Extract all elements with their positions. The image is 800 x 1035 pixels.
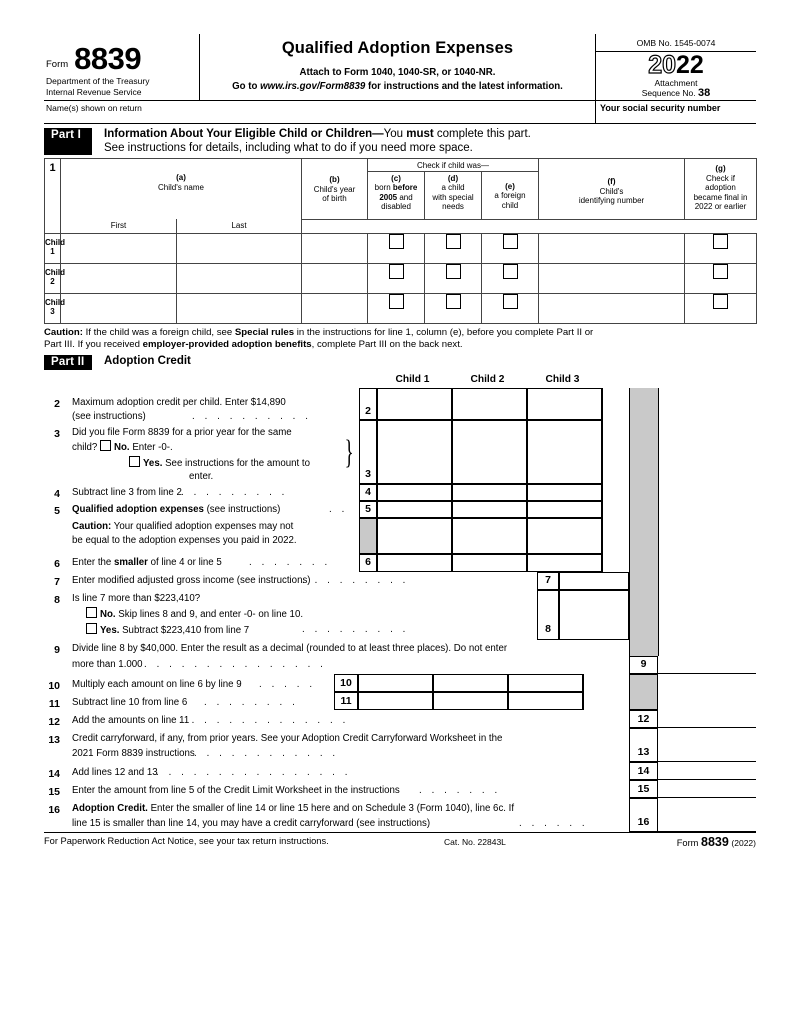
child3-first-name-input[interactable] [61, 293, 177, 323]
col-c-l3: disabled [381, 202, 411, 212]
child2-disabled-checkbox[interactable] [389, 264, 404, 279]
line-15-box-number: 15 [637, 782, 650, 795]
child1-foreign-checkbox[interactable] [503, 234, 518, 249]
line-5-box-number: 5 [365, 502, 371, 515]
part1-heading [92, 128, 531, 155]
masthead-center [200, 34, 596, 100]
line-6-number: 6 [54, 557, 60, 570]
line-5-caution-1 [72, 520, 372, 533]
col-a-last-label: Last [231, 221, 247, 231]
ssn-label: Your social security number [600, 103, 721, 113]
footer-form-number: 8839 [701, 834, 729, 849]
line-5b-child2-input[interactable] [452, 518, 527, 554]
child1-identifying-number-input[interactable] [539, 233, 685, 263]
col-b-letter: (b) [329, 175, 340, 184]
line-16-text-1 [72, 802, 652, 815]
line-16-t1: Enter the smaller of line 14 or line 15 here and on Schedule 3 (Form 1040), line 6c. If [147, 802, 515, 814]
line-4-child3-input[interactable] [527, 484, 602, 501]
paperwork-notice: For Paperwork Reduction Act Notice, see your tax return instructions. [44, 835, 329, 846]
part2-col-child1: Child 1 [395, 373, 430, 385]
table-row [45, 263, 757, 293]
col-c-l2b: and [397, 192, 413, 202]
line-3-no-text: Enter -0-. [129, 441, 173, 453]
names-shown-label: Name(s) shown on return [46, 103, 142, 113]
line-9-number: 9 [54, 643, 60, 656]
line-8-yes-text: Subtract $223,410 from line 7 [119, 624, 250, 636]
part1-subtitle: See instructions for details, including what to do if you need more space. [104, 141, 473, 154]
line-11-text: Subtract line 10 from line 6 [72, 696, 188, 708]
part1-tag: Part I [44, 128, 92, 155]
col-g-line3: became final in [693, 192, 748, 202]
line-9-decimal-input[interactable] [658, 656, 756, 674]
line-2-text-2: (see instructions) [72, 410, 146, 422]
omb-number: OMB No. 1545-0074 [596, 34, 756, 52]
child3-col-g-cell [685, 293, 757, 323]
line-5-leaders: . . [329, 503, 348, 515]
line-6-child2-input[interactable] [452, 554, 527, 572]
child1-col-e-cell [482, 233, 539, 263]
line-3-child-label: child? [72, 441, 98, 453]
child2-last-name-input[interactable] [177, 263, 302, 293]
col-g-line1: Check if [706, 173, 735, 183]
line-10-child2-input[interactable] [433, 674, 508, 692]
line-5-number: 5 [54, 504, 60, 517]
col-g-line4: 2022 or earlier [694, 202, 747, 212]
line-2-child2-input[interactable] [452, 388, 527, 420]
line-16-bold: Adoption Credit. [72, 802, 148, 814]
part1-title-reg1: You [383, 128, 407, 140]
col-e-letter: (e) [505, 181, 515, 191]
part1-caution [44, 327, 756, 352]
col-b-line1: Child's year [313, 184, 356, 194]
child1-label-cell [45, 233, 65, 263]
footer-form-year: (2022) [731, 837, 756, 848]
names-shown-field[interactable] [44, 101, 596, 123]
line-7-amount-input[interactable] [559, 572, 629, 590]
line-11-child3-input[interactable] [508, 692, 583, 710]
line-3-yes-text: See instructions for the amount to [162, 457, 310, 469]
line-8-no-text: Skip lines 8 and 9, and enter -0- on line 10. [115, 608, 304, 620]
col-a-first-label: First [110, 221, 127, 231]
col-a-first-label-cell [61, 219, 177, 233]
table-row [45, 233, 757, 263]
line-4-text: Subtract line 3 from line 2 [72, 486, 182, 498]
child3-final-checkbox[interactable] [713, 294, 728, 309]
col-a-letter: (a) [176, 173, 186, 182]
line-16-text-2: line 15 is smaller than line 14, you may have a credit carryforward (see instructions) [72, 817, 431, 829]
child1-disabled-checkbox[interactable] [389, 234, 404, 249]
child3-label-l1: Child [45, 297, 65, 307]
shaded-band [629, 388, 658, 674]
line-3-text-2 [72, 440, 173, 454]
attach-to-line: Attach to Form 1040, 1040-SR, or 1040-NR. [299, 67, 496, 78]
part2-title: Adoption Credit [104, 354, 191, 367]
line-11-number: 11 [48, 697, 60, 710]
line-13-text-1: Credit carryforward, if any, from prior years. See your Adoption Credit Carryforward Worksheet in the [72, 732, 503, 744]
line-7-number: 7 [54, 575, 60, 588]
line-2-number: 2 [54, 397, 60, 410]
line-6-text [72, 556, 222, 569]
line-6-child1-input[interactable] [377, 554, 452, 572]
child3-identifying-number-input[interactable] [539, 293, 685, 323]
col-c-letter: (c) [391, 173, 401, 183]
col-d-header [425, 171, 482, 219]
col-c-before: before [392, 183, 418, 193]
line-15-amount-input[interactable] [658, 780, 756, 798]
masthead-right [596, 34, 756, 100]
child3-birth-year-input[interactable] [302, 293, 368, 323]
col-f-header [539, 159, 685, 220]
col-d-l2: with special [432, 192, 474, 202]
part1-line-number: 1 [49, 162, 56, 174]
line-15-number: 15 [48, 785, 60, 798]
caution-seg2: in the instructions for line 1, column (e), before you complete Part II or [294, 326, 594, 338]
line-6-child3-input[interactable] [527, 554, 602, 572]
line-13-box-number: 13 [637, 745, 650, 758]
line-7-text: Enter modified adjusted gross income (see instructions) [72, 574, 311, 586]
child1-first-name-input[interactable] [61, 233, 177, 263]
line-4-box-number: 4 [365, 485, 371, 498]
col-c-l1a: born [374, 183, 393, 193]
part1-title-dash: — [372, 128, 384, 140]
line-9-text-1: Divide line 8 by $40,000. Enter the result as a decimal (rounded to at least three places). Do not enter [72, 642, 508, 654]
line-10-box-number: 10 [340, 676, 352, 689]
child1-label-l2: 1 [50, 247, 55, 257]
line-14-amount-input[interactable] [658, 762, 756, 780]
line-3-text-1: Did you file Form 8839 for a prior year for the same [72, 426, 292, 438]
part2-tag: Part II [44, 355, 92, 370]
line-15-text: Enter the amount from line 5 of the Credit Limit Worksheet in the instructions [72, 784, 400, 796]
part1-title-bold: Information About Your Eligible Child or Children [104, 128, 373, 140]
line-11-leaders: . . . . . . . . [204, 696, 299, 708]
line-6-box-number: 6 [365, 555, 371, 568]
col-e-header [482, 171, 539, 219]
form-number: 8839 [74, 41, 142, 76]
line-3-brace: } [344, 433, 354, 471]
line-16-leaders: . . . . . . [519, 817, 589, 829]
line-10-shaded [629, 674, 658, 710]
footer-rule [44, 832, 756, 833]
line-3-number: 3 [54, 427, 60, 440]
line-8-no-label: No. [100, 608, 116, 620]
line-14-number: 14 [48, 767, 60, 780]
line-3-child1-input[interactable] [377, 420, 452, 484]
child2-label-cell [45, 263, 65, 293]
line-6-t2: of line 4 or line 5 [147, 556, 222, 568]
line-12-text: Add the amounts on line 11 [72, 714, 190, 726]
irs-url[interactable]: www.irs.gov/Form8839 [260, 81, 366, 92]
line-10-child3-input[interactable] [508, 674, 583, 692]
part2-col-child2: Child 2 [470, 373, 505, 385]
line-8-no-row [86, 607, 303, 621]
line-3-text-3 [129, 456, 310, 470]
line-5b-child1-input[interactable] [377, 518, 452, 554]
line-7-leaders: . . . . . . . . . [302, 574, 409, 586]
line-4-child2-input[interactable] [452, 484, 527, 501]
name-ssn-row [44, 101, 756, 124]
attachment-label-2: Sequence No. [641, 88, 696, 98]
line-8-yes-row [86, 623, 249, 637]
child2-col-d-cell [425, 263, 482, 293]
footer-form-id [677, 835, 756, 849]
col-b-line2: of birth [322, 194, 347, 204]
child2-col-c-cell [368, 263, 425, 293]
line-5-child2-input[interactable] [452, 501, 527, 518]
form-word-label: Form [46, 59, 69, 70]
line-5-caution-2: be equal to the adoption expenses you paid in 2022. [72, 534, 297, 546]
col-a-header [61, 159, 302, 220]
attachment-sequence [596, 78, 756, 100]
tax-year-century: 20 [648, 51, 676, 79]
line-8-leaders: . . . . . . . . . [302, 623, 409, 635]
line-5b-child3-input[interactable] [527, 518, 602, 554]
line-6-smaller: smaller [114, 556, 148, 568]
child3-label-l2: 3 [50, 307, 55, 317]
line-15-leaders: . . . . . . . [419, 784, 501, 796]
line-10-number: 10 [48, 679, 60, 692]
part2-col-child3: Child 3 [545, 373, 580, 385]
child2-col-e-cell [482, 263, 539, 293]
line-3-no-checkbox[interactable] [100, 440, 111, 451]
col-g-line2: adoption [705, 183, 736, 193]
ssn-field[interactable] [596, 101, 756, 123]
line-10-child1-input[interactable] [358, 674, 433, 692]
line-12-box-number: 12 [637, 712, 650, 725]
line-8-box-number: 8 [545, 622, 551, 635]
line-3-no-label: No. [114, 441, 130, 453]
col-c-year: 2005 [379, 192, 398, 202]
child3-disabled-checkbox[interactable] [389, 294, 404, 309]
part1-rownum-cell [45, 159, 61, 220]
footer-form-word: Form [676, 837, 699, 848]
col-b-header [302, 159, 368, 220]
part1-table [44, 158, 757, 324]
line-5-shaded-stub [359, 518, 377, 554]
line-5-caution-word: Caution: [72, 520, 112, 532]
line-9-box-number: 9 [640, 657, 647, 670]
line-13-number: 13 [48, 733, 60, 746]
check-if-child-was-header [368, 159, 539, 172]
line-13-text-2: 2021 Form 8839 instructions [72, 747, 195, 759]
line-14-text: Add lines 12 and 13 [72, 766, 158, 778]
child1-birth-year-input[interactable] [302, 233, 368, 263]
line-13-amount-input[interactable] [658, 728, 756, 762]
col-f-line1: Child's [599, 186, 624, 196]
child2-special-needs-checkbox[interactable] [446, 264, 461, 279]
child2-foreign-checkbox[interactable] [503, 264, 518, 279]
child3-foreign-checkbox[interactable] [503, 294, 518, 309]
form-title: Qualified Adoption Expenses [281, 39, 514, 57]
col-a-last-label-cell [177, 219, 302, 233]
child2-birth-year-input[interactable] [302, 263, 368, 293]
line-5-caution-t1: Your qualified adoption expenses may not [111, 520, 294, 532]
line-16-number: 16 [48, 803, 60, 816]
col-d-l3: needs [442, 202, 464, 212]
line-12-number: 12 [48, 715, 60, 728]
line-5-bold: Qualified adoption expenses [72, 503, 204, 515]
goto-prefix: Go to [232, 81, 258, 92]
line-4-child1-input[interactable] [377, 484, 452, 501]
masthead-left [44, 34, 200, 100]
line-8-no-checkbox[interactable] [86, 607, 97, 618]
table-row [45, 293, 757, 323]
child3-last-name-input[interactable] [177, 293, 302, 323]
line-7-box-number: 7 [545, 573, 551, 586]
tax-year [596, 52, 756, 78]
line-11-box-number: 11 [340, 694, 352, 707]
line-6-t1: Enter the [72, 556, 115, 568]
attachment-sequence-number: 38 [698, 87, 711, 99]
line-3-box-number: 3 [365, 467, 371, 480]
line-5-reg: (see instructions) [203, 503, 281, 515]
goto-line [206, 81, 589, 92]
part1-banner [44, 128, 756, 155]
line-12-leaders: . . . . . . . . . . . . . . [179, 714, 349, 726]
child2-identifying-number-input[interactable] [539, 263, 685, 293]
col-c-header [368, 171, 425, 219]
line-5-child1-input[interactable] [377, 501, 452, 518]
catalog-number: Cat. No. 22843L [444, 836, 506, 847]
line-10-text: Multiply each amount on line 6 by line 9 [72, 678, 242, 690]
child1-last-name-input[interactable] [177, 233, 302, 263]
child1-special-needs-checkbox[interactable] [446, 234, 461, 249]
child1-final-checkbox[interactable] [713, 234, 728, 249]
part1-title-reg2: complete this part. [433, 128, 531, 140]
line-3-child3-input[interactable] [527, 420, 602, 484]
caution-special-rules: Special rules [234, 326, 295, 338]
line-2-box-number: 2 [365, 404, 371, 417]
line-3-child2-input[interactable] [452, 420, 527, 484]
line-8-yes-checkbox[interactable] [86, 623, 97, 634]
line-12-amount-input[interactable] [658, 710, 756, 728]
line-2-child1-input[interactable] [377, 388, 452, 420]
line-14-box-number: 14 [637, 764, 650, 777]
department-line-1: Department of the Treasury [46, 76, 150, 86]
child2-first-name-input[interactable] [61, 263, 177, 293]
line-9-text-2: more than 1.000 [72, 658, 143, 670]
line-8-amount-input[interactable] [559, 590, 629, 640]
child1-col-c-cell [368, 233, 425, 263]
line-16-amount-input[interactable] [658, 798, 756, 832]
line-5-text [72, 503, 280, 516]
caution-l2-seg1: Part III. If you received [44, 339, 143, 351]
line-2-text-1: Maximum adoption credit per child. Enter $14,890 [72, 396, 286, 408]
child1-col-d-cell [425, 233, 482, 263]
goto-suffix: for instructions and the latest information. [368, 81, 563, 92]
line-4-leaders: . . . . . . . . . [181, 486, 288, 498]
line-3-yes-label: Yes. [143, 457, 163, 469]
caution-word: Caution: [44, 326, 83, 338]
child2-final-checkbox[interactable] [713, 264, 728, 279]
line-8-text: Is line 7 more than $223,410? [72, 592, 201, 604]
col-g-header [685, 159, 757, 220]
col-f-line2: identifying number [578, 196, 645, 206]
col-d-letter: (d) [447, 173, 459, 183]
line-4-number: 4 [54, 487, 60, 500]
form-sheet [44, 34, 756, 849]
line-11-child1-input[interactable] [358, 692, 433, 710]
line-16-box-number: 16 [637, 815, 650, 828]
child2-col-g-cell [685, 263, 757, 293]
col-e-l1: a foreign [494, 191, 526, 201]
tax-year-yy: 22 [676, 51, 704, 79]
line-8-yes-label: Yes. [100, 624, 120, 636]
line-13-leaders: . . . . . . . . . . . . [194, 747, 339, 759]
line-14-leaders: . . . . . . . . . . . . . . . . [156, 766, 352, 778]
line-2-leaders: . . . . . . . . . . [192, 410, 312, 422]
col-d-l1: a child [441, 183, 465, 193]
child3-special-needs-checkbox[interactable] [446, 294, 461, 309]
part1-firstlast-spacer [45, 219, 61, 233]
col-e-l2: child [501, 200, 519, 210]
line-5-child3-input[interactable] [527, 501, 602, 518]
part2-body [44, 372, 756, 849]
col-f-letter: (f) [607, 177, 616, 186]
child1-col-g-cell [685, 233, 757, 263]
col-a-title: Child's name [158, 182, 204, 192]
child3-col-e-cell [482, 293, 539, 323]
caution-seg1: If the child was a foreign child, see [82, 326, 235, 338]
child3-label-cell [45, 293, 65, 323]
check-if-child-was-label: Check if child was— [416, 161, 490, 170]
line-9-leaders: . . . . . . . . . . . . . . . [144, 658, 327, 670]
part2-banner [44, 355, 756, 370]
form-masthead [44, 34, 756, 101]
attachment-label-1: Attachment [654, 78, 698, 88]
caution-l2-seg2: , complete Part III on the back next. [311, 339, 463, 351]
child1-label-l1: Child [45, 237, 65, 247]
line-3-yes-checkbox[interactable] [129, 456, 140, 467]
line-2-child3-input[interactable] [527, 388, 602, 420]
line-3-text-4: enter. [189, 470, 214, 482]
line-6-leaders: . . . . . . . [249, 556, 331, 568]
child2-label-l2: 2 [50, 277, 55, 287]
part1-title-must: must [406, 128, 434, 140]
child3-col-d-cell [425, 293, 482, 323]
line-10-leaders: . . . . . [259, 678, 316, 690]
col-g-letter: (g) [715, 164, 726, 173]
line-11-child2-input[interactable] [433, 692, 508, 710]
child2-label-l1: Child [45, 267, 65, 277]
department-line-2: Internal Revenue Service [46, 86, 142, 97]
line-8-number: 8 [54, 593, 60, 606]
child3-col-c-cell [368, 293, 425, 323]
caution-l2-bold: employer-provided adoption benefits [142, 339, 312, 351]
